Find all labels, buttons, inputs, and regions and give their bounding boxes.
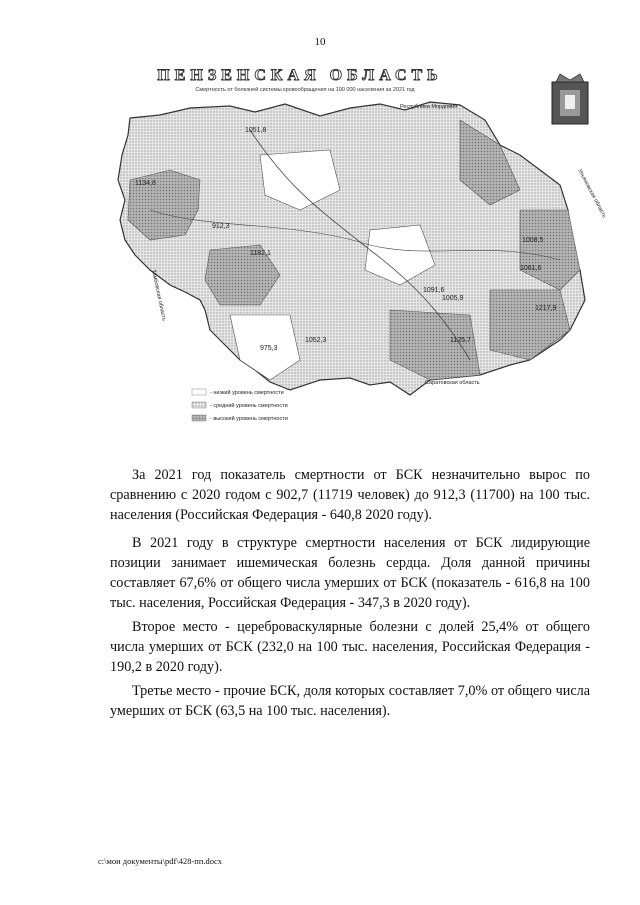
paragraph-2: В 2021 году в структуре смертности населения от БСК лидирующие позиции занимает ишемическая болезнь сердца. Доля данной причины составляет 67,6% от общего числа умерших от БСК (показатель - 616,8 на 100 тыс. населения, Российская Федерация - 347,3 в 2020 году). bbox=[110, 535, 590, 611]
value-label: 1052,3 bbox=[305, 337, 327, 344]
legend-swatch-high bbox=[192, 415, 206, 421]
value-label: 1134,8 bbox=[135, 180, 156, 187]
file-path-footer: c:\мои документы\pdf\428-пп.docx bbox=[98, 856, 223, 866]
value-label: 1008,5 bbox=[522, 237, 544, 244]
value-label: 1091,6 bbox=[423, 287, 445, 294]
value-label: 975,3 bbox=[260, 345, 278, 352]
region-map bbox=[90, 60, 610, 430]
value-label: 1061,6 bbox=[520, 265, 542, 272]
value-label: 1182,1 bbox=[250, 250, 271, 257]
neighbor-right: Ульяновская область bbox=[576, 168, 608, 219]
legend-swatch-mid bbox=[192, 402, 206, 408]
legend-label-low: - низкий уровень смертности bbox=[210, 390, 284, 396]
legend-swatch-low bbox=[192, 389, 206, 395]
map-legend bbox=[192, 389, 288, 422]
paragraph-3: Второе место - цереброваскулярные болезни с долей 25,4% от общего числа умерших от БСК (232,0 на 100 тыс. населения, Российская Федерация - 190,2 в 2020 году). bbox=[110, 619, 590, 675]
value-label: 1005,9 bbox=[442, 295, 464, 302]
district-high-5 bbox=[490, 290, 570, 360]
value-label: 1125,7 bbox=[450, 337, 471, 344]
coat-of-arms-icon bbox=[552, 74, 588, 124]
neighbor-bottom: Саратовская область bbox=[425, 380, 480, 386]
legend-label-high: - высокий уровень смертности bbox=[210, 416, 288, 422]
page-number: 10 bbox=[314, 36, 326, 48]
value-label: 1217,9 bbox=[535, 305, 557, 312]
neighbor-top: Республика Мордовия bbox=[400, 104, 458, 110]
map-subtitle: Смертность от болезней системы кровообращения на 100 000 населения за 2021 год bbox=[195, 87, 415, 93]
value-label: 1051,8 bbox=[245, 127, 267, 134]
neighbor-left: Тамбовская область bbox=[150, 269, 167, 322]
legend-label-mid: - средний уровень смертности bbox=[210, 403, 288, 409]
map-title: ПЕНЗЕНСКАЯ ОБЛАСТЬ bbox=[157, 67, 443, 84]
paragraph-1: За 2021 год показатель смертности от БСК незначительно вырос по сравнению с 2020 годом с 902,7 (11719 человек) до 912,3 (11700) на 100 тыс. населения (Российская Федерация - 640,8 2020 году). bbox=[110, 467, 590, 523]
paragraph-4: Третье место - прочие БСК, доля которых составляет 7,0% от общего числа умерших от БСК (63,5 на 100 тыс. населения). bbox=[110, 683, 590, 719]
value-label: 912,3 bbox=[212, 223, 230, 230]
